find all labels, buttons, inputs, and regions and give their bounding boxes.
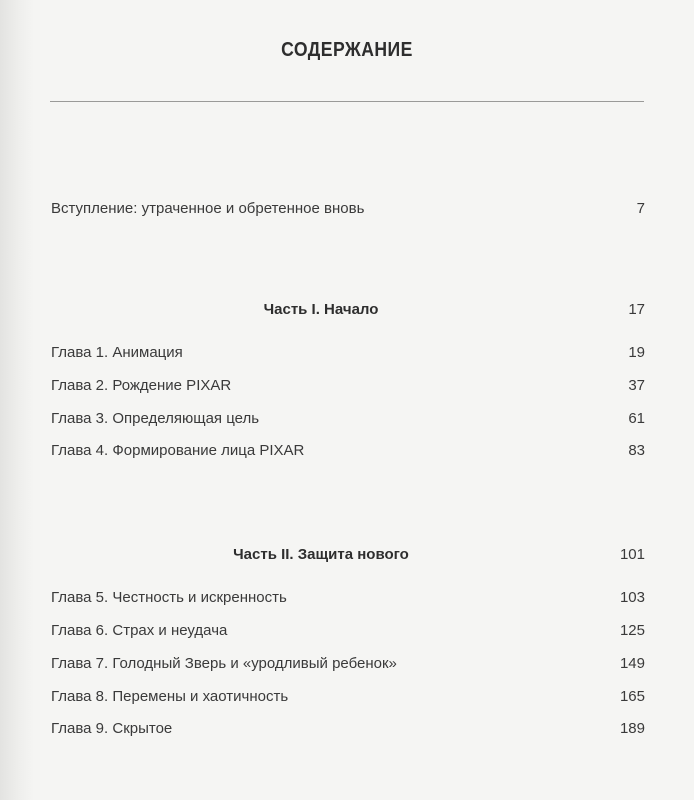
toc-entry-label: Глава 1. Анимация	[51, 344, 183, 361]
toc-entry-label: Глава 2. Рождение PIXAR	[51, 377, 232, 394]
toc-entry-page: 37	[628, 377, 645, 394]
toc-entry-page: 149	[619, 655, 645, 672]
toc-part-heading-1	[51, 299, 645, 321]
page-title: СОДЕРЖАНИЕ	[281, 39, 413, 61]
toc-entry-label: Глава 7. Голодный Зверь и «уродливый ребенок»	[51, 655, 397, 672]
toc-entry-label: Глава 9. Скрытое	[51, 720, 173, 737]
toc-entry-chapter-6	[51, 620, 645, 642]
toc-entry-label: Глава 3. Определяющая цель	[51, 410, 260, 427]
toc-entry-chapter-1	[51, 342, 645, 364]
toc-entry-label: Глава 6. Страх и неудача	[51, 622, 228, 639]
toc-entry-label: Вступление: утраченное и обретенное вновь	[51, 200, 365, 217]
toc-entry-page: 165	[619, 688, 645, 705]
toc-entry-page: 83	[628, 442, 645, 459]
part-title: Часть II. Защита нового	[233, 546, 409, 563]
toc-entry-label: Глава 5. Честность и искренность	[51, 589, 287, 606]
toc-entry-chapter-4	[51, 440, 645, 462]
part-page: 101	[619, 546, 645, 563]
toc-entry-page: 7	[636, 200, 645, 217]
toc-entry-label: Глава 8. Перемены и хаотичность	[51, 688, 289, 705]
page-edge-shadow	[0, 0, 34, 800]
title-divider	[50, 101, 644, 102]
toc-entry-chapter-3	[51, 408, 645, 430]
toc-entry-chapter-9	[51, 718, 645, 740]
toc-entry-page: 125	[619, 622, 645, 639]
toc-entry-chapter-7	[51, 653, 645, 675]
toc-entry-chapter-8	[51, 686, 645, 708]
toc-entry-page: 19	[628, 344, 645, 361]
toc-entry-page: 61	[628, 410, 645, 427]
toc-part-heading-2	[51, 544, 645, 566]
toc-entry-chapter-5	[51, 587, 645, 609]
toc-entry-intro	[51, 198, 645, 220]
toc-entry-page: 189	[619, 720, 645, 737]
toc-entry-chapter-2	[51, 375, 645, 397]
part-page: 17	[628, 301, 645, 318]
toc-entry-page: 103	[619, 589, 645, 606]
toc-entry-label: Глава 4. Формирование лица PIXAR	[51, 442, 305, 459]
part-title: Часть I. Начало	[263, 301, 379, 318]
